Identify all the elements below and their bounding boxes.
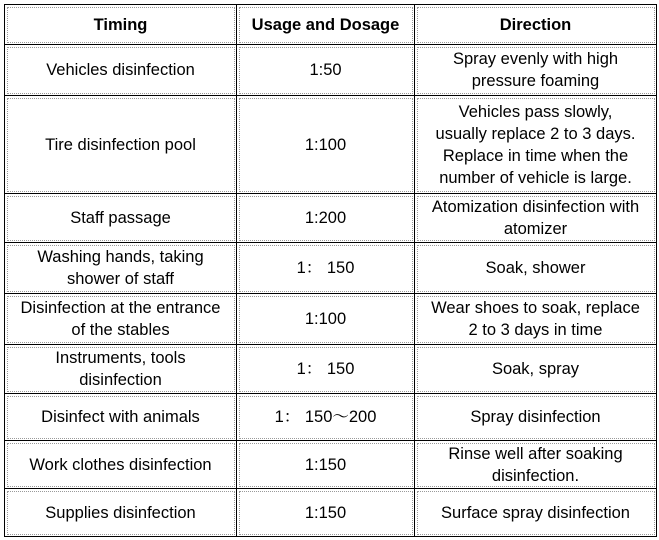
cell-timing xyxy=(5,45,237,96)
cell-direction-line: Spray evenly with high xyxy=(452,50,619,68)
cell-direction xyxy=(415,345,657,394)
table-body xyxy=(5,45,657,537)
cell-timing-line: shower of staff xyxy=(66,270,174,288)
cell-direction xyxy=(415,45,657,96)
cell-direction-line: Replace in time when the xyxy=(442,146,629,165)
cell-timing-line: disinfection xyxy=(79,371,162,389)
disinfection-dosage-table xyxy=(4,4,657,537)
cell-usage-dosage-value: 1:100 xyxy=(304,135,347,154)
table-row xyxy=(5,96,657,194)
cell-usage-dosage xyxy=(237,441,415,489)
header-direction: Direction xyxy=(415,5,657,45)
table-row xyxy=(5,243,657,294)
cell-timing xyxy=(5,345,237,394)
cell-timing-line: Staff passage xyxy=(70,209,171,227)
table-row xyxy=(5,394,657,441)
cell-usage-dosage-value: 1： 150 xyxy=(296,259,355,277)
header-row xyxy=(5,5,657,45)
cell-usage-dosage xyxy=(237,489,415,537)
cell-usage-dosage-value: 1:50 xyxy=(309,61,342,79)
cell-direction-line: atomizer xyxy=(503,220,568,238)
cell-usage-dosage-value: 1:100 xyxy=(304,310,347,328)
cell-direction xyxy=(415,394,657,441)
cell-direction-line: 2 to 3 days in time xyxy=(468,321,603,339)
cell-timing xyxy=(5,441,237,489)
cell-usage-dosage-value: 1： 150 xyxy=(296,360,355,378)
cell-usage-dosage-value: 1:150 xyxy=(304,503,347,522)
cell-direction xyxy=(415,441,657,489)
cell-timing-line: Instruments, tools xyxy=(55,349,186,367)
cell-usage-dosage-value: 1:200 xyxy=(304,209,347,227)
table-row xyxy=(5,345,657,394)
cell-timing-line: Work clothes disinfection xyxy=(29,455,212,474)
cell-timing xyxy=(5,294,237,345)
cell-usage-dosage-value: 1:150 xyxy=(304,455,347,474)
cell-direction-line: number of vehicle is large. xyxy=(439,168,632,187)
cell-usage-dosage xyxy=(237,345,415,394)
cell-usage-dosage xyxy=(237,194,415,243)
cell-direction xyxy=(415,96,657,194)
cell-usage-dosage xyxy=(237,243,415,294)
cell-direction xyxy=(415,294,657,345)
cell-direction xyxy=(415,243,657,294)
cell-timing-line: Supplies disinfection xyxy=(45,503,196,522)
cell-usage-dosage-value: 1： 150～200 xyxy=(274,408,377,426)
cell-usage-dosage xyxy=(237,96,415,194)
cell-usage-dosage xyxy=(237,394,415,441)
cell-direction xyxy=(415,194,657,243)
table-row xyxy=(5,441,657,489)
cell-direction-line: disinfection. xyxy=(491,466,580,485)
cell-timing-line: Washing hands, taking xyxy=(37,248,204,266)
cell-direction-line: Vehicles pass slowly, xyxy=(458,102,613,121)
cell-timing xyxy=(5,394,237,441)
cell-direction-line: Atomization disinfection with xyxy=(431,198,640,216)
table-row xyxy=(5,194,657,243)
table-row xyxy=(5,45,657,96)
table-row xyxy=(5,294,657,345)
cell-timing-line: Disinfect with animals xyxy=(41,408,200,426)
header-usage-dosage: Usage and Dosage xyxy=(237,5,415,45)
cell-usage-dosage xyxy=(237,294,415,345)
cell-direction-line: Spray disinfection xyxy=(470,408,601,426)
cell-timing-line: Disinfection at the entrance xyxy=(20,299,221,317)
cell-direction-line: Wear shoes to soak, replace xyxy=(431,299,640,317)
cell-timing-line: Tire disinfection pool xyxy=(45,135,196,154)
cell-timing xyxy=(5,489,237,537)
cell-direction xyxy=(415,489,657,537)
cell-direction-line: Rinse well after soaking xyxy=(448,444,623,463)
cell-timing xyxy=(5,243,237,294)
cell-timing xyxy=(5,96,237,194)
cell-direction-line: pressure foaming xyxy=(471,72,600,90)
cell-usage-dosage xyxy=(237,45,415,96)
header-timing: Timing xyxy=(5,5,237,45)
cell-direction-line: Soak, spray xyxy=(491,360,580,378)
cell-timing-line: of the stables xyxy=(71,321,170,339)
cell-timing-line: Vehicles disinfection xyxy=(46,61,195,79)
cell-direction-line: Surface spray disinfection xyxy=(441,503,630,522)
cell-timing xyxy=(5,194,237,243)
cell-direction-line: Soak, shower xyxy=(485,259,586,277)
cell-direction-line: usually replace 2 to 3 days. xyxy=(435,124,636,143)
table-row xyxy=(5,489,657,537)
